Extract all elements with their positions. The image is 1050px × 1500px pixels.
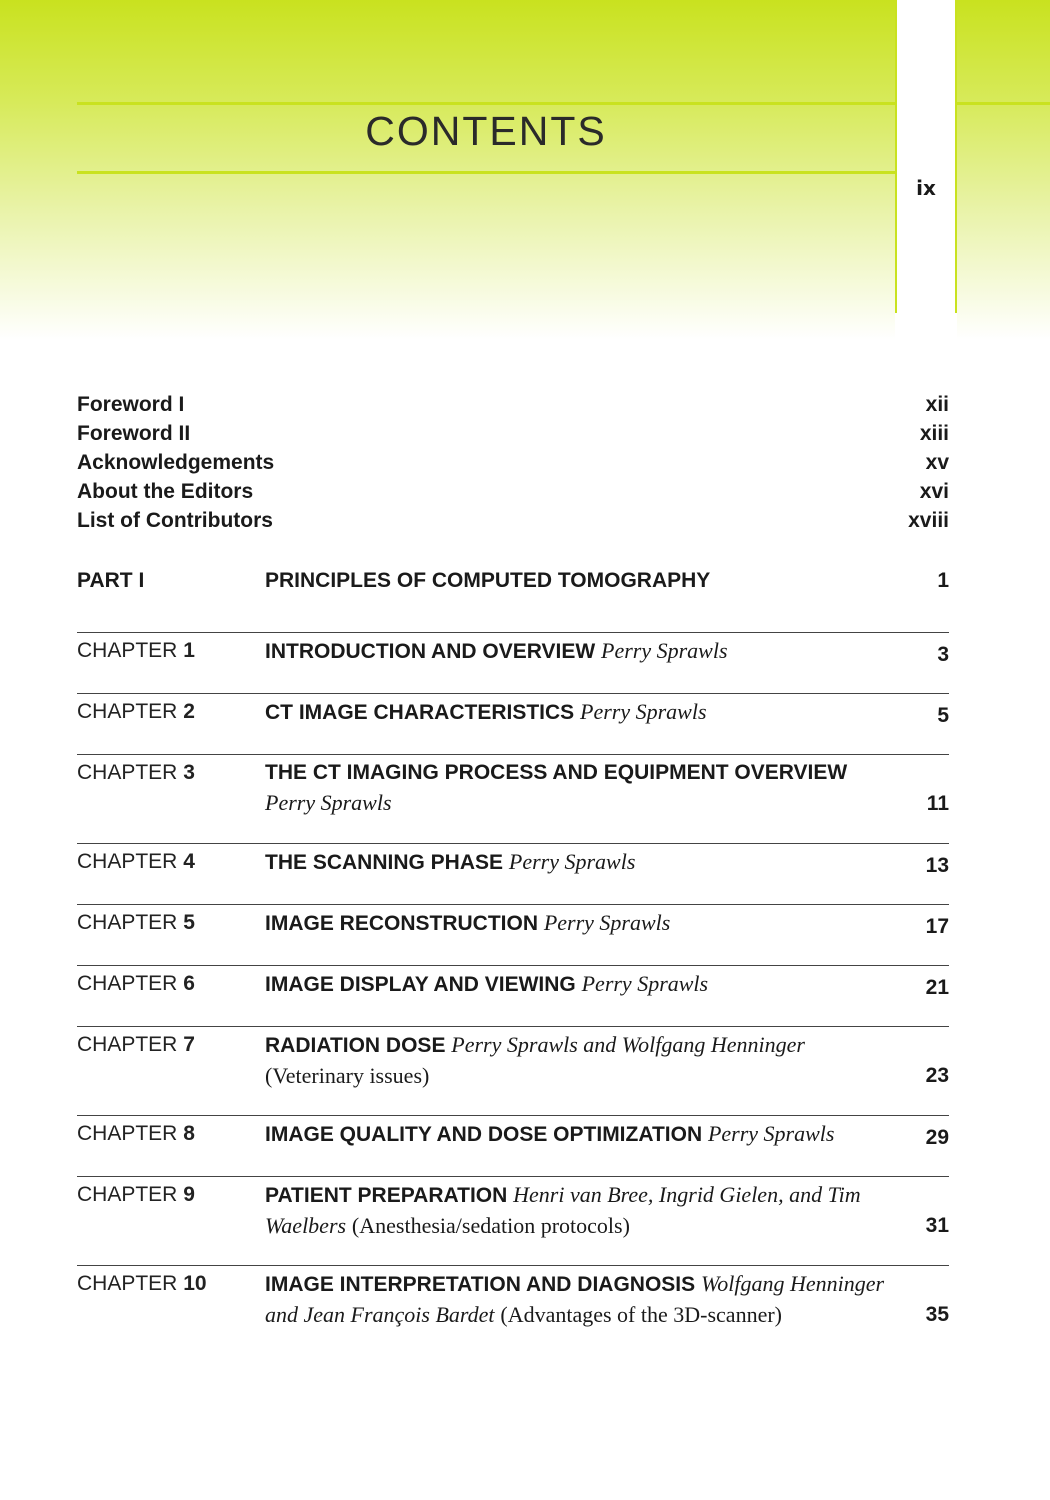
chapter-number: 7 <box>183 1033 195 1056</box>
chapter-number: 8 <box>183 1122 195 1145</box>
chapter-number: 5 <box>183 911 195 934</box>
chapter-title: PATIENT PREPARATION <box>265 1184 508 1207</box>
chapter-title: IMAGE DISPLAY AND VIEWING <box>265 973 576 996</box>
thumb-tab <box>895 0 957 313</box>
chapter-page: 3 <box>937 643 949 666</box>
chapter-page: 35 <box>925 1303 949 1326</box>
chapter-author: Perry Sprawls and Wolfgang Henninger <box>451 1032 805 1057</box>
chapter-author: Perry Sprawls <box>508 849 636 874</box>
chapter-label: CHAPTER 2 <box>77 700 195 723</box>
front-matter-label: List of Contributors <box>77 509 273 532</box>
part-heading[interactable] <box>77 566 949 596</box>
front-matter-item[interactable] <box>77 420 949 449</box>
chapter-title: RADIATION DOSE <box>265 1034 446 1057</box>
chapter-title: THE CT IMAGING PROCESS AND EQUIPMENT OVERVIEW <box>265 761 848 784</box>
chapter-number: 4 <box>183 850 195 873</box>
chapter-entry[interactable] <box>77 632 949 693</box>
front-matter-item[interactable] <box>77 507 949 536</box>
chapter-label: CHAPTER 8 <box>77 1122 195 1145</box>
chapter-entry[interactable] <box>77 693 949 754</box>
chapter-page: 21 <box>925 976 949 999</box>
front-matter-item[interactable] <box>77 478 949 507</box>
chapter-note: (Anesthesia/sedation protocols) <box>351 1213 630 1238</box>
chapter-title: CT IMAGE CHARACTERISTICS <box>265 701 575 724</box>
chapter-author: Perry Sprawls <box>543 910 671 935</box>
chapter-page: 17 <box>925 915 949 938</box>
chapter-label: CHAPTER 5 <box>77 911 195 934</box>
chapter-author: Perry Sprawls <box>580 699 707 724</box>
header-band <box>0 0 1050 340</box>
chapter-label: CHAPTER 7 <box>77 1033 195 1056</box>
part-title: PRINCIPLES OF COMPUTED TOMOGRAPHY <box>265 569 711 592</box>
chapter-label: CHAPTER 4 <box>77 850 195 873</box>
chapter-number: 1 <box>183 639 195 662</box>
chapter-author: Perry Sprawls <box>265 790 392 815</box>
front-matter-label: Acknowledgements <box>77 451 275 474</box>
chapter-author: Perry Sprawls <box>581 971 709 996</box>
front-matter-label: Foreword II <box>77 422 191 445</box>
chapter-author: Henri van Bree, Ingrid Gielen, and Tim Waelbers <box>265 1182 861 1238</box>
front-matter-list <box>77 391 949 536</box>
chapter-entry[interactable] <box>77 1026 949 1115</box>
chapter-number: 2 <box>183 700 195 723</box>
chapter-title: THE SCANNING PHASE <box>265 851 504 874</box>
part-page: 1 <box>937 569 949 592</box>
chapter-entry[interactable] <box>77 1265 949 1354</box>
chapter-list <box>77 632 949 1354</box>
chapter-label: CHAPTER 1 <box>77 639 195 662</box>
chapter-title: IMAGE QUALITY AND DOSE OPTIMIZATION <box>265 1123 703 1146</box>
front-matter-label: About the Editors <box>77 480 254 503</box>
chapter-author: Perry Sprawls <box>707 1121 835 1146</box>
thumb-tab-base <box>895 313 957 340</box>
chapter-note: (Veterinary issues) <box>265 1063 430 1088</box>
part-label: PART I <box>77 569 145 592</box>
chapter-page: 11 <box>926 792 949 815</box>
chapter-page: 5 <box>937 704 949 727</box>
chapter-label: CHAPTER 6 <box>77 972 195 995</box>
chapter-entry[interactable] <box>77 965 949 1026</box>
chapter-page: 29 <box>925 1126 949 1149</box>
chapter-page: 23 <box>925 1064 949 1087</box>
front-matter-item[interactable] <box>77 449 949 478</box>
title-rule-bottom <box>77 171 895 174</box>
front-matter-page: xii <box>925 393 949 416</box>
chapter-author: Perry Sprawls <box>601 638 728 663</box>
page-title: CONTENTS <box>365 108 607 154</box>
chapter-number: 6 <box>183 972 195 995</box>
chapter-label: CHAPTER 10 <box>77 1272 207 1295</box>
front-matter-page: xviii <box>908 509 949 532</box>
chapter-number: 10 <box>183 1272 207 1295</box>
chapter-label: CHAPTER 3 <box>77 761 195 784</box>
chapter-title: IMAGE RECONSTRUCTION <box>265 912 538 935</box>
chapter-entry[interactable] <box>77 904 949 965</box>
chapter-number: 3 <box>183 761 195 784</box>
chapter-label: CHAPTER 9 <box>77 1183 195 1206</box>
chapter-page: 31 <box>925 1214 949 1237</box>
chapter-title: IMAGE INTERPRETATION AND DIAGNOSIS <box>265 1273 696 1296</box>
title-rule-top-right <box>957 102 1050 105</box>
chapter-author: Wolfgang Henninger and Jean François Bardet <box>265 1271 885 1327</box>
chapter-entry[interactable] <box>77 843 949 904</box>
front-matter-item[interactable] <box>77 391 949 420</box>
chapter-number: 9 <box>183 1183 195 1206</box>
page-folio: ix <box>916 176 936 200</box>
front-matter-page: xvi <box>919 480 949 503</box>
front-matter-page: xiii <box>919 422 949 445</box>
chapter-title: INTRODUCTION AND OVERVIEW <box>265 640 596 663</box>
chapter-entry[interactable] <box>77 754 949 843</box>
chapter-page: 13 <box>925 854 949 877</box>
front-matter-label: Foreword I <box>77 393 185 416</box>
chapter-note: (Advantages of the 3D-scanner) <box>500 1302 782 1327</box>
front-matter-page: xv <box>925 451 949 474</box>
chapter-entry[interactable] <box>77 1115 949 1176</box>
chapter-entry[interactable] <box>77 1176 949 1265</box>
title-rule-top <box>77 102 895 105</box>
